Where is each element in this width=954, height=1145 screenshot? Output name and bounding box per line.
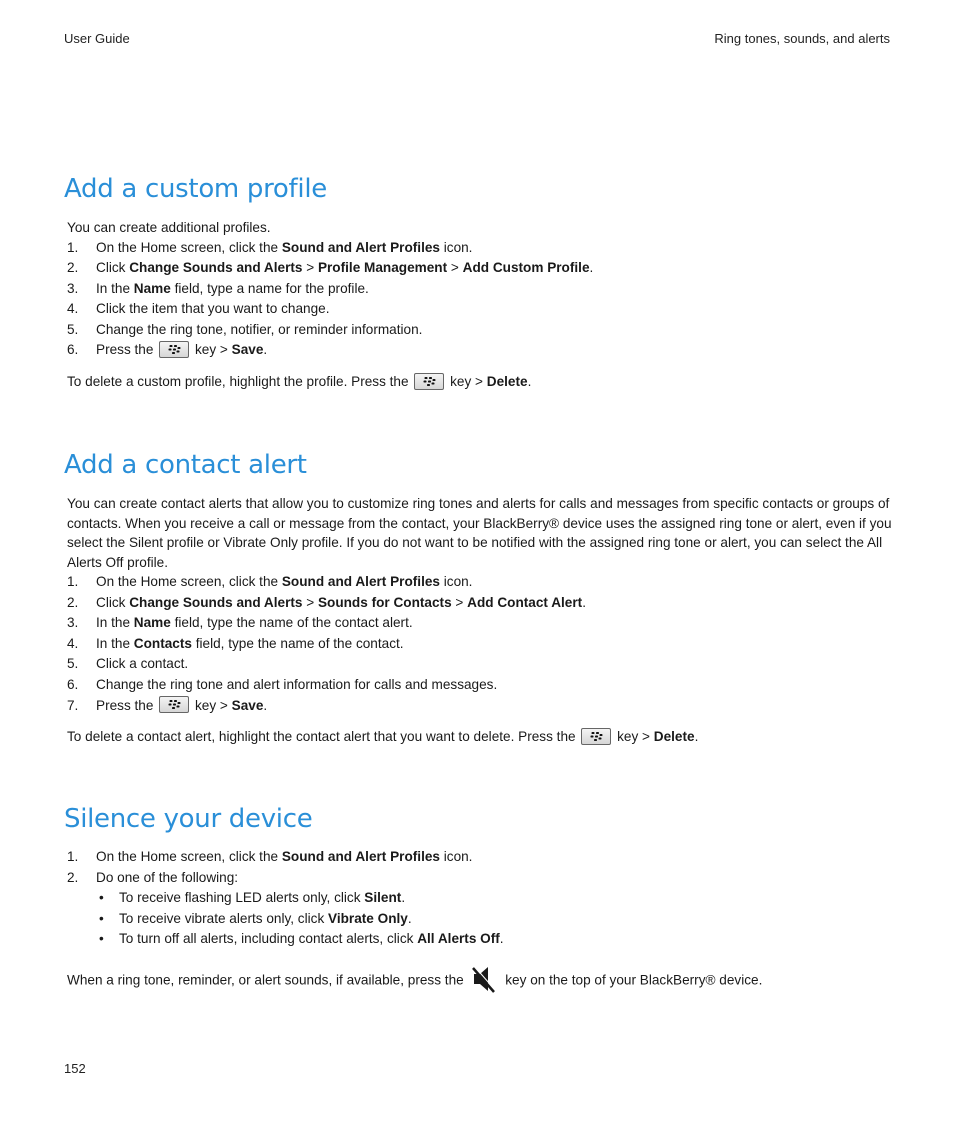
text-run: Press the <box>96 697 158 713</box>
step-number: 3. <box>67 280 79 296</box>
text-run: > <box>447 260 463 276</box>
section-title: Add a contact alert <box>64 450 307 480</box>
text-run: To delete a contact alert, highlight the contact alert that you want to delete. Press the <box>67 729 580 745</box>
ui-term: Sound and Alert Profiles <box>281 239 440 255</box>
header-right: Ring tones, sounds, and alerts <box>714 31 890 46</box>
section-silence-device <box>64 804 894 996</box>
text-run: . <box>527 374 532 390</box>
step-number: 4. <box>67 635 79 651</box>
text-run: Change the ring tone and alert information for calls and messages. <box>96 676 498 692</box>
step-number: 1. <box>67 239 79 255</box>
text-run: key > <box>446 374 487 390</box>
menu-key-icon <box>159 341 189 358</box>
step-number: 4. <box>67 301 79 317</box>
bullet-icon: • <box>99 890 104 906</box>
text-run: On the Home screen, click the <box>96 239 282 255</box>
steps-list <box>64 572 894 716</box>
text-run: . <box>263 342 268 358</box>
step-item <box>67 238 894 259</box>
text-run: . <box>694 729 699 745</box>
text-run: To receive flashing LED alerts only, click <box>119 890 365 906</box>
ui-term: Add Custom Profile <box>462 260 590 276</box>
step-item <box>67 593 894 614</box>
ui-term: Sounds for Contacts <box>317 594 452 610</box>
ui-term: Sound and Alert Profiles <box>281 574 440 589</box>
text-run: > <box>302 594 318 610</box>
header-left: User Guide <box>64 31 130 46</box>
ui-term: All Alerts Off <box>417 931 500 947</box>
step-item <box>67 279 894 300</box>
ui-term: Name <box>133 280 171 296</box>
ui-term: Sound and Alert Profiles <box>281 849 440 864</box>
text-run: When a ring tone, reminder, or alert sounds, if available, press the <box>67 972 468 988</box>
text-run: key > <box>191 342 232 358</box>
step-number: 7. <box>67 697 79 713</box>
text-run: In the <box>96 615 134 631</box>
step-item <box>67 634 894 655</box>
text-run: field, type the name of the contact. <box>191 635 404 651</box>
step-item <box>67 258 894 279</box>
step-number: 6. <box>67 342 79 358</box>
section-title: Add a custom profile <box>64 174 327 204</box>
step-item <box>67 696 894 717</box>
step-number: 2. <box>67 260 79 276</box>
ui-term: Delete <box>653 729 695 745</box>
text-run: field, type the name of the contact alert. <box>170 615 413 631</box>
menu-key-icon <box>159 696 189 713</box>
section-intro: You can create contact alerts that allow you to customize ring tones and alerts for calls and messages from specific contacts or groups of contacts. When you receive a call or message from the contact, your BlackBerry® device uses the assigned ring tone or alert, even if you select the Silent profile or Vibrate Only profile. If you do not want to be notified with the assigned ring tone or alert, you can select the All Alerts Off profile. <box>67 496 892 570</box>
bullet-icon: • <box>99 910 104 926</box>
section-note <box>67 966 894 996</box>
text-run: . <box>263 697 268 713</box>
section-note <box>67 727 894 747</box>
text-run: Click <box>96 594 130 610</box>
ui-term: Add Contact Alert <box>467 594 583 610</box>
section-title: Silence your device <box>64 804 313 834</box>
section-add-contact-alert <box>64 450 894 747</box>
step-item <box>67 675 894 696</box>
step-item <box>67 340 894 361</box>
option-item <box>67 909 894 930</box>
page-number: 152 <box>64 1061 86 1076</box>
ui-term: Save <box>231 342 264 358</box>
step-number: 6. <box>67 676 79 692</box>
options-list <box>64 888 894 950</box>
text-run: icon. <box>439 574 473 589</box>
menu-key-icon <box>414 373 444 390</box>
ui-term: Contacts <box>133 635 192 651</box>
step-item <box>67 299 894 320</box>
step-item <box>67 613 894 634</box>
step-item <box>67 320 894 341</box>
text-run: icon. <box>439 239 473 255</box>
ui-term: Save <box>231 697 264 713</box>
text-run: Change the ring tone, notifier, or reminder information. <box>96 321 423 337</box>
ui-term: Delete <box>486 374 528 390</box>
mute-key-icon <box>469 964 499 994</box>
text-run: To receive vibrate alerts only, click <box>119 910 329 926</box>
text-run: > <box>451 594 468 610</box>
text-run: Press the <box>96 342 158 358</box>
text-run: key > <box>613 729 654 745</box>
text-run: . <box>407 910 412 926</box>
option-item <box>67 888 894 909</box>
text-run: In the <box>96 280 134 296</box>
text-run: key on the top of your BlackBerry® device. <box>501 972 763 988</box>
text-run: field, type a name for the profile. <box>170 280 369 296</box>
section-intro: You can create additional profiles. <box>67 220 271 235</box>
text-run: key > <box>191 697 232 713</box>
step-item <box>67 868 894 889</box>
section-note <box>67 372 894 392</box>
section-add-custom-profile <box>64 174 894 392</box>
text-run: > <box>302 260 318 276</box>
text-run: icon. <box>439 849 473 864</box>
step-item <box>67 847 894 868</box>
text-run: To delete a custom profile, highlight the profile. Press the <box>67 374 413 390</box>
bullet-icon: • <box>99 931 104 947</box>
menu-key-icon <box>581 728 611 745</box>
text-run: In the <box>96 635 134 651</box>
step-number: 5. <box>67 321 79 337</box>
text-run: Do one of the following: <box>96 869 239 885</box>
ui-term: Name <box>133 615 171 631</box>
steps-list <box>64 847 894 888</box>
ui-term: Silent <box>364 890 402 906</box>
text-run: Click the item that you want to change. <box>96 301 330 317</box>
text-run: On the Home screen, click the <box>96 574 282 589</box>
step-number: 3. <box>67 615 79 631</box>
step-number: 1. <box>67 849 79 864</box>
ui-term: Change Sounds and Alerts <box>129 260 303 276</box>
step-item <box>67 572 894 593</box>
text-run: . <box>401 890 406 906</box>
text-run: . <box>582 594 586 610</box>
text-run: Click a contact. <box>96 656 189 672</box>
text-run: . <box>589 260 594 276</box>
step-number: 2. <box>67 869 79 885</box>
ui-term: Profile Management <box>317 260 448 276</box>
ui-term: Change Sounds and Alerts <box>129 594 303 610</box>
step-number: 1. <box>67 574 79 589</box>
step-item <box>67 654 894 675</box>
option-item <box>67 929 894 950</box>
ui-term: Vibrate Only <box>328 910 408 926</box>
text-run: On the Home screen, click the <box>96 849 282 864</box>
steps-list <box>64 238 894 362</box>
step-number: 2. <box>67 594 79 610</box>
text-run: To turn off all alerts, including contact alerts, click <box>119 931 418 947</box>
step-number: 5. <box>67 656 79 672</box>
text-run: Click <box>96 260 130 276</box>
text-run: . <box>499 931 504 947</box>
